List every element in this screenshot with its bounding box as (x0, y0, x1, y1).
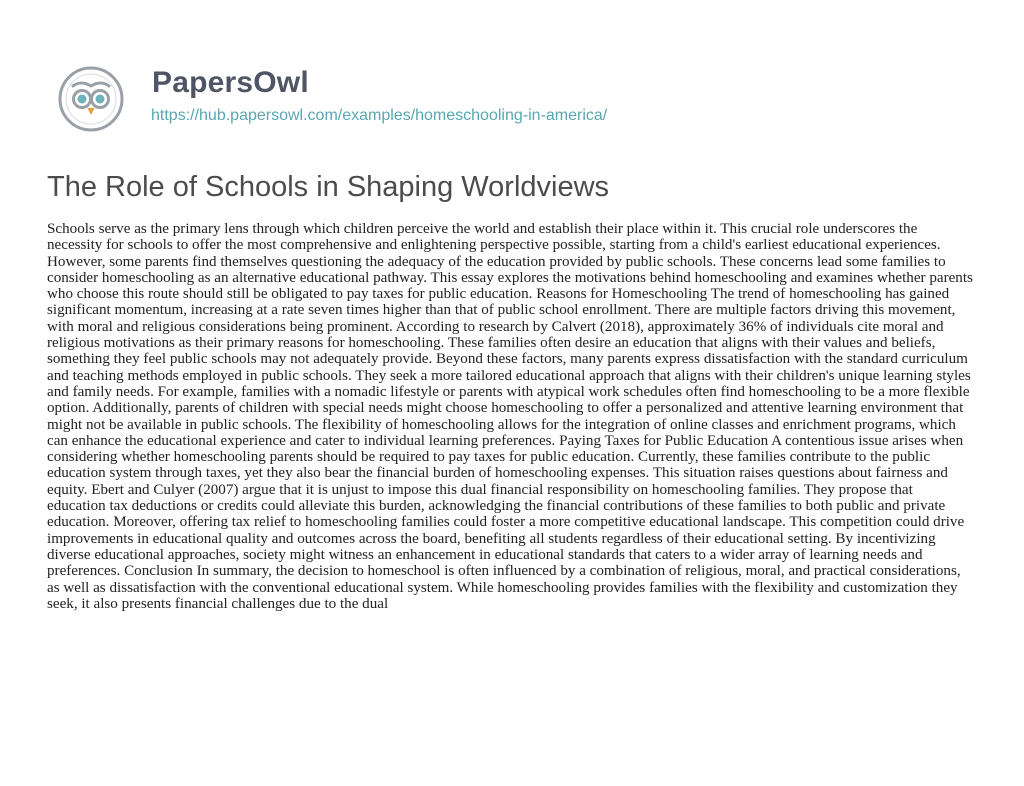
page-header (47, 64, 977, 134)
page-title: The Role of Schools in Shaping Worldviews (47, 171, 610, 203)
owl-logo-icon (47, 64, 137, 134)
essay-body: Schools serve as the primary lens through which children perceive the world and establish their place within it. This crucial role underscores the necessity for schools to offer the most comprehensive and enlightening perspective possible, starting from a child's earliest educational experiences. However, some parents find themselves questioning the adequacy of the education provided by public schools. These concerns lead some families to consider homeschooling as an alternative educational pathway. This essay explores the motivations behind homeschooling and examines whether parents who choose this route should still be obligated to pay taxes for public education. Reasons for Homeschooling The trend of homeschooling has gained significant momentum, increasing at a rate seven times higher than that of public school enrollment. There are multiple factors driving this movement, with moral and religious considerations being prominent. According to research by Calvert (2018), approximately 36% of individuals cite moral and religious motivations as their primary reasons for homeschooling. These families often desire an education that aligns with their values and beliefs, something they feel public schools may not adequately provide. Beyond these factors, many parents express dissatisfaction with the standard curriculum and teaching methods employed in public schools. They seek a more tailored educational approach that aligns with their children's unique learning styles and family needs. For example, families with a nomadic lifestyle or parents with atypical work schedules often find homeschooling to be a more flexible option. Additionally, parents of children with special needs might choose homeschooling to offer a personalized and attentive learning environment that might not be available in public schools. The flexibility of homeschooling allows for the integration of online classes and enrichment programs, which can enhance the educational experience and cater to individual learning preferences. Paying Taxes for Public Education A contentious issue arises when considering whether homeschooling parents should be required to pay taxes for public education. Currently, these families contribute to the public education system through taxes, yet they also bear the financial burden of homeschooling expenses. This situation raises questions about fairness and equity. Ebert and Culyer (2007) argue that it is unjust to impose this dual financial responsibility on homeschooling families. They propose that education tax deductions or credits could alleviate this burden, acknowledging the financial contributions of these families to both public and private education. Moreover, offering tax relief to homeschooling families could foster a more competitive educational landscape. This competition could drive improvements in educational quality and outcomes across the board, benefiting all students regardless of their educational setting. By incentivizing diverse educational approaches, society might witness an enhancement in educational standards that caters to a wider array of learning needs and preferences. Conclusion In summary, the decision to homeschool is often influenced by a combination of religious, moral, and practical considerations, as well as dissatisfaction with the conventional educational system. While homeschooling provides families with the flexibility and customization they seek, it also presents financial challenges due to the dual (47, 221, 973, 612)
brand-name: PapersOwl (152, 66, 309, 99)
source-url-link[interactable]: https://hub.papersowl.com/examples/homeschooling-in-america/ (151, 107, 608, 124)
